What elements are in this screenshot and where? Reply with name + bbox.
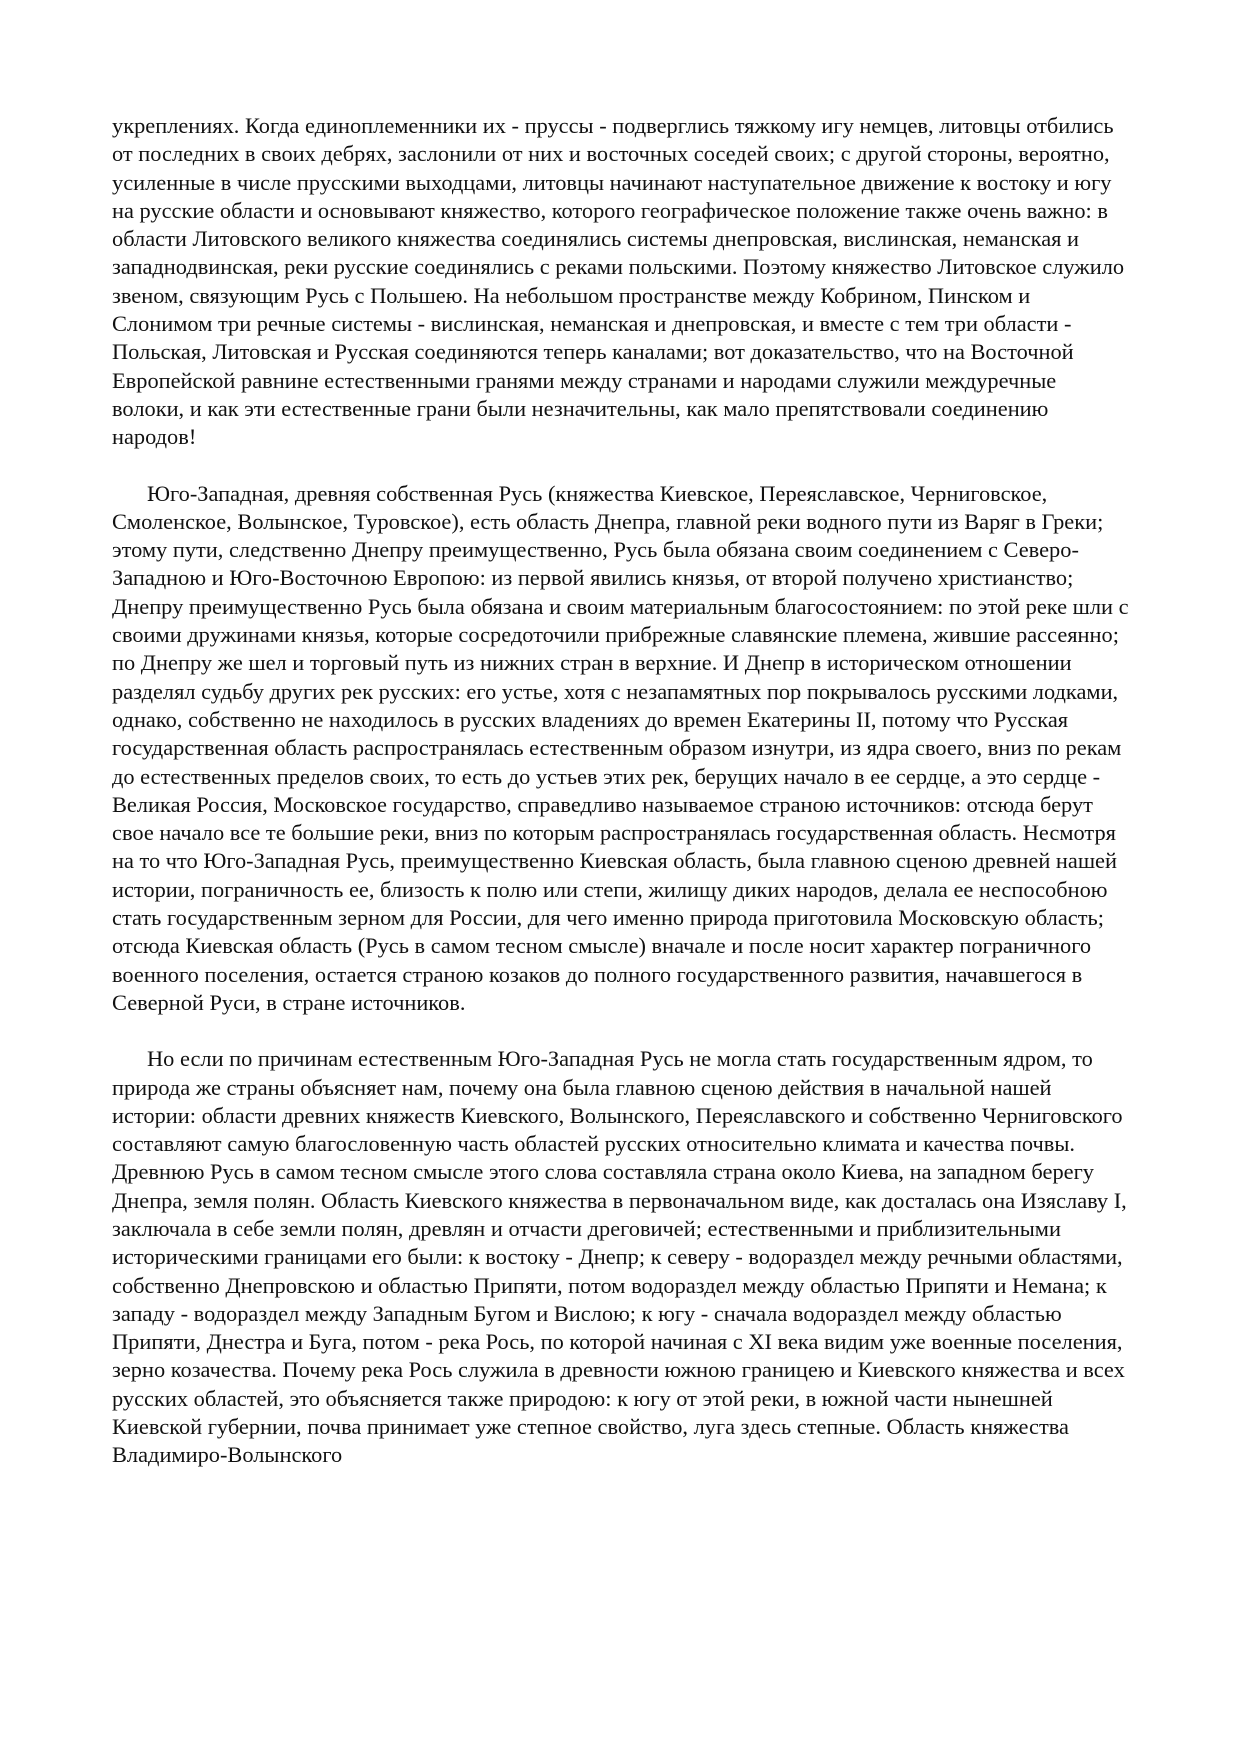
document-body [112, 112, 1132, 1470]
paragraph-3: Но если по причинам естественным Юго-Западная Русь не могла стать государственным ядром, то природа же страны объясняет нам, почему она была главною сценою действия в начальной нашей истории: области древних княжеств Киевского, Волынского, Переяславского и собственно Черниговского составляют самую благословенную часть областей русских относительно климата и качества почвы. Древнюю Русь в самом тесном смысле этого слова составляла страна около Киева, на западном берегу Днепра, земля полян. Область Киевского княжества в первоначальном виде, как досталась она Изяславу I, заключала в себе земли полян, древлян и отчасти дреговичей; естественными и приблизительными историческими границами его были: к востоку - Днепр; к северу - водораздел между речными областями, собственно Днепровскою и областью Припяти, потом водораздел между областью Припяти и Немана; к западу - водораздел между Западным Бугом и Вислою; к югу - сначала водораздел между областью Припяти, Днестра и Буга, потом - река Рось, по которой начиная с XI века видим уже военные поселения, зерно козачества. Почему река Рось служила в древности южною границею и Киевского княжества и всех русских областей, это объясняется также природою: к югу от этой реки, в южной части нынешней Киевской губернии, почва принимает уже степное свойство, луга здесь степные. Область княжества Владимиро-Волынского [112, 1046, 1127, 1468]
paragraph-2: Юго-Западная, древняя собственная Русь (княжества Киевское, Переяславское, Черниговское, Смоленское, Волынское, Туровское), есть область Днепра, главной реки водного пути из Варяг в Греки; этому пути, следственно Днепру преимущественно, Русь была обязана своим соединением с Северо-Западною и Юго-Восточною Европою: из первой явились князья, от второй получено христианство; Днепру преимущественно Русь была обязана и своим материальным благосостоянием: по этой реке шли с своими дружинами князья, которые сосредоточили прибрежные славянские племена, жившие рассеянно; по Днепру же шел и торговый путь из нижних стран в верхние. И Днепр в историческом отношении разделял судьбу других рек русских: его устье, хотя с незапамятных пор покрывалось русскими лодками, однако, собственно не находилось в русских владениях до времен Екатерины II, потому что Русская государственная область распространялась естественным образом изнутри, из ядра своего, вниз по рекам до естественных пределов своих, то есть до устьев этих рек, берущих начало в ее сердце, а это сердце - Великая Россия, Московское государство, справедливо называемое страною источников: отсюда берут свое начало все те большие реки, вниз по которым распространялась государственная область. Несмотря на то что Юго-Западная Русь, преимущественно Киевская область, была главною сценою древней нашей истории, пограничность ее, близость к полю или степи, жилищу диких народов, делала ее неспособною стать государственным зерном для России, для чего именно природа приготовила Московскую область; отсюда Киевская область (Русь в самом тесном смысле) вначале и после носит характер пограничного военного поселения, остается страною козаков до полного государственного развития, начавшегося в Северной Руси, в стране источников. [112, 480, 1129, 1015]
paragraph-1: укреплениях. Когда единоплеменники их - пруссы - подверглись тяжкому игу немцев, литовцы отбились от последних в своих дебрях, заслонили от них и восточных соседей своих; с другой стороны, вероятно, усиленные в числе прусскими выходцами, литовцы начинают наступательное движение к востоку и югу на русские области и основывают княжество, которого географическое положение также очень важно: в области Литовского великого княжества соединялись системы днепровская, вислинская, неманская и западнодвинская, реки русские соединялись с реками польскими. Поэтому княжество Литовское служило звеном, связующим Русь с Польшею. На небольшом пространстве между Кобрином, Пинском и Слонимом три речные системы - вислинская, неманская и днепровская, и вместе с тем три области - Польская, Литовская и Русская соединяются теперь каналами; вот доказательство, что на Восточной Европейской равнине естественными гранями между странами и народами служили междуречные волоки, и как эти естественные грани были незначительны, как мало препятствовали соединению народов! [112, 113, 1125, 450]
